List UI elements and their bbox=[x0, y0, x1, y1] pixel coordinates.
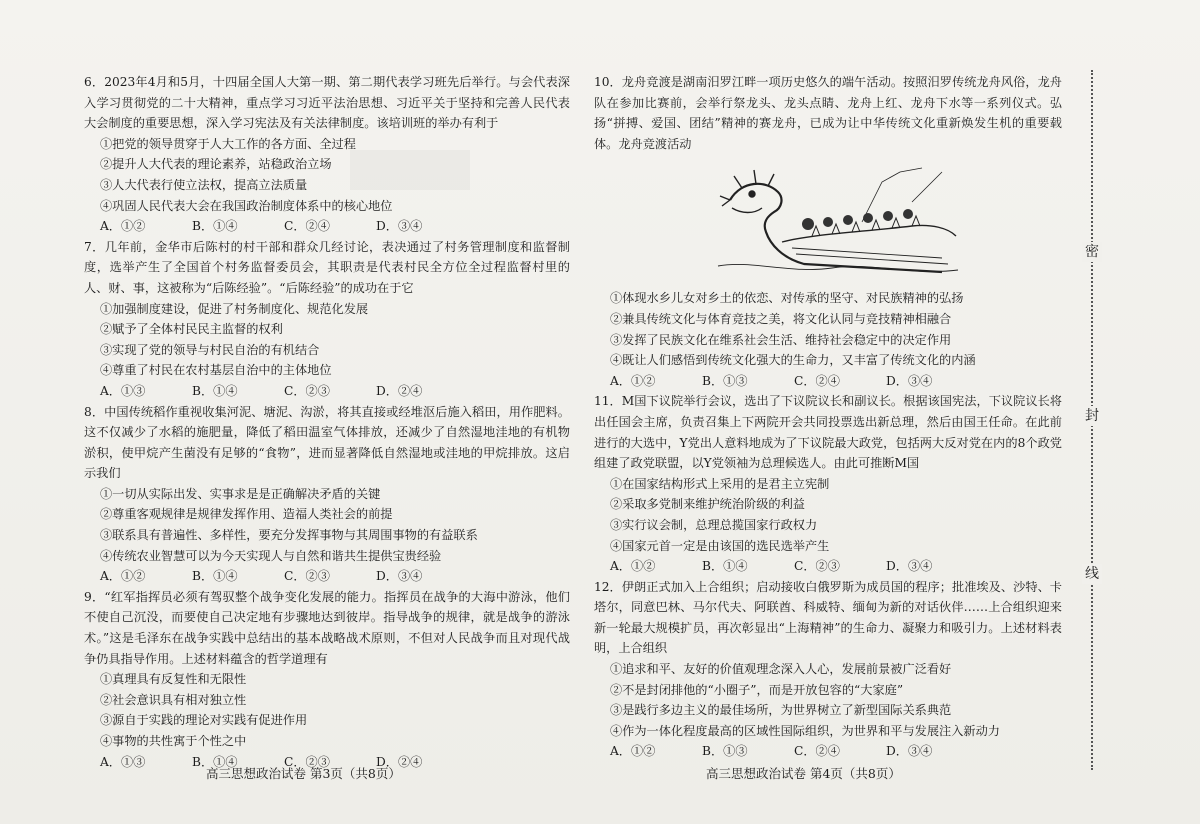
q12-choice-d: D．③④ bbox=[886, 744, 933, 759]
q9-choice-c: C．②③ bbox=[284, 754, 330, 769]
q8-option-2: ②尊重客观规律是规律发挥作用、造福人类社会的前提 bbox=[100, 507, 393, 522]
q11-choice-b: B．①④ bbox=[702, 559, 748, 574]
q8-choice-c: C．②③ bbox=[284, 569, 330, 584]
question-12: 12．伊朗正式加入上合组织；启动接收白俄罗斯为成员国的程序；批准埃及、沙特、卡塔尔，同意巴林、马尔代夫、阿联酋、科威特、缅甸为新的对话伙伴……上合组织迎来新一轮最大规模扩员，再次彰显出“上海精神”的生命力、凝聚力和吸引力。上述材料表明，上合组织 bbox=[594, 579, 1062, 656]
q12-option-2: ②不是封闭排他的“小圈子”，而是开放包容的“大家庭” bbox=[610, 682, 904, 697]
q12-choices bbox=[610, 741, 1062, 762]
binding-line bbox=[1072, 70, 1112, 770]
question-9: 9．“红军指挥员必须有驾驭整个战争变化发展的能力。指挥员在战争的大海中游泳，他们不使自己沉没，而要使自己决定地有步骤地达到彼岸。指导战争的规律，就是战争的游泳术。”这是毛泽东在战争实践中总结出的基本战略战术原则，不但对人民战争而且对现代战争仍具指导作用。上述材料蕴含的哲学道理有 bbox=[84, 589, 570, 666]
page-3-footer: 高三思想政治试卷 第3页（共8页） bbox=[206, 766, 401, 781]
q7-option-1: ①加强制度建设，促进了村务制度化、规范化发展 bbox=[100, 301, 369, 316]
q9-option-2: ②社会意识具有相对独立性 bbox=[100, 692, 247, 707]
page-4-footer: 高三思想政治试卷 第4页（共8页） bbox=[706, 766, 901, 781]
q12-choice-b: B．①③ bbox=[702, 744, 748, 759]
q10-choice-a: A．①② bbox=[610, 373, 656, 388]
question-11: 11．M国下议院举行会议，选出了下议院议长和副议长。根据该国宪法，下议院议长将出任国会主席，负责召集上下两院开会共同投票选出新总理，然后由国王任命。在此前进行的大选中，Y党出人意料地成为了下议院最大政党，包括两大反对党在内的8个政党组建了政党联盟，以Y党领袖为总理候选人。由此可推断M国 bbox=[594, 394, 1062, 471]
q11-option-2: ②采取多党制来维护统治阶级的利益 bbox=[610, 497, 805, 512]
q6-choice-b: B．①④ bbox=[192, 219, 238, 234]
page-4 bbox=[594, 72, 1062, 762]
q11-choices bbox=[610, 556, 1062, 577]
q10-choices bbox=[610, 371, 1062, 392]
binding-mark-xian: 线 bbox=[1082, 564, 1102, 584]
q8-choices bbox=[100, 566, 570, 587]
dragon-boat-icon bbox=[718, 168, 958, 272]
question-8: 8．中国传统稻作重视收集河泥、塘泥、沟淤，将其直接或经堆沤后施入稻田，用作肥料。这不仅减少了水稻的施肥量，降低了稻田温室气体排放，还减少了自然湿地洼地的有机物淤积，使甲烷产生菌没有足够的“食物”，进而显著降低自然湿地或洼地的甲烷排放。这启示我们 bbox=[84, 404, 570, 481]
q8-choice-d: D．③④ bbox=[376, 569, 423, 584]
q12-option-1: ①追求和平、友好的价值观理念深入人心，发展前景被广泛看好 bbox=[610, 662, 952, 677]
question-6: 6．2023年4月和5月，十四届全国人大第一期、第二期代表学习班先后举行。与会代表深入学习贯彻党的二十大精神，重点学习习近平法治思想、习近平关于坚持和完善人民代表大会制度的重要思想，深入学习宪法及有关法律制度。该培训班的举办有利于 bbox=[84, 75, 570, 131]
q6-choice-a: A．①② bbox=[100, 219, 146, 234]
q8-choice-b: B．①④ bbox=[192, 569, 238, 584]
q12-choice-c: C．②④ bbox=[794, 744, 840, 759]
question-10: 10．龙舟竞渡是湖南汨罗江畔一项历史悠久的端午活动。按照汨罗传统龙舟风俗，龙舟队在参加比赛前，会举行祭龙头、龙头点睛、龙舟上红、龙舟下水等一系列仪式。弘扬“拼搏、爱国、团结”精神的赛龙舟，已成为让中华传统文化重新焕发生机的重要载体。龙舟竞渡活动 bbox=[594, 75, 1062, 151]
q11-choice-d: D．③④ bbox=[886, 559, 933, 574]
binding-mark-mi: 密 bbox=[1082, 242, 1102, 262]
q7-choice-a: A．①③ bbox=[100, 383, 146, 398]
q9-choice-a: A．①③ bbox=[100, 754, 146, 769]
q11-option-1: ①在国家结构形式上采用的是君主立宪制 bbox=[610, 476, 830, 491]
q9-choice-b: B．①④ bbox=[192, 754, 238, 769]
q10-option-1: ①体现水乡儿女对乡土的依恋、对传承的坚守、对民族精神的弘扬 bbox=[610, 291, 964, 306]
q11-option-3: ③实行议会制，总理总揽国家行政权力 bbox=[610, 517, 818, 532]
q10-option-4: ④既让人们感悟到传统文化强大的生命力，又丰富了传统文化的内涵 bbox=[610, 353, 976, 368]
q6-option-3: ③人大代表行使立法权，提高立法质量 bbox=[100, 177, 308, 192]
q10-option-3: ③发挥了民族文化在维系社会生活、维持社会稳定中的决定作用 bbox=[610, 332, 952, 347]
q8-option-1: ①一切从实际出发、实事求是是正确解决矛盾的关键 bbox=[100, 486, 381, 501]
q6-option-4: ④巩固人民代表大会在我国政治制度体系中的核心地位 bbox=[100, 198, 393, 213]
q7-option-2: ②赋予了全体村民民主监督的权利 bbox=[100, 322, 283, 337]
q6-choice-d: D．③④ bbox=[376, 219, 423, 234]
q9-choice-d: D．②④ bbox=[376, 754, 423, 769]
q7-choice-c: C．②③ bbox=[284, 383, 330, 398]
q9-option-4: ④事物的共性寓于个性之中 bbox=[100, 734, 247, 748]
q7-option-3: ③实现了党的领导与村民自治的有机结合 bbox=[100, 342, 320, 357]
q6-choice-c: C．②④ bbox=[284, 219, 330, 234]
q6-option-1: ①把党的领导贯穿于人大工作的各方面、全过程 bbox=[100, 136, 356, 151]
q12-option-4: ④作为一体化程度最高的区域性国际组织，为世界和平与发展注入新动力 bbox=[610, 723, 1000, 738]
dragon-boat-illustration bbox=[712, 162, 962, 280]
q8-option-3: ③联系具有普遍性、多样性，要充分发挥事物与其周围事物的有益联系 bbox=[100, 528, 478, 543]
binding-mark-feng: 封 bbox=[1082, 406, 1102, 426]
question-7: 7．几年前，金华市后陈村的村干部和群众几经讨论，表决通过了村务管理制度和监督制度，选举产生了全国首个村务监督委员会，其职责是代表村民全方位全过程监督村里的人、财、事，这被称为“后陈经验”。“后陈经验”的成功在于它 bbox=[84, 239, 570, 295]
page-3 bbox=[84, 72, 570, 772]
q10-choice-d: D．③④ bbox=[886, 373, 933, 388]
q11-choice-c: C．②③ bbox=[794, 559, 840, 574]
q8-option-4: ④传统农业智慧可以为今天实现人与自然和谐共生提供宝贵经验 bbox=[100, 548, 442, 563]
q6-choices bbox=[100, 216, 570, 237]
q11-option-4: ④国家元首一定是由该国的选民选举产生 bbox=[610, 538, 830, 553]
q10-choice-b: B．①③ bbox=[702, 373, 748, 388]
q9-option-1: ①真理具有反复性和无限性 bbox=[100, 672, 247, 687]
q10-option-2: ②兼具传统文化与体育竞技之美，将文化认同与竞技精神相融合 bbox=[610, 311, 952, 326]
q7-choices bbox=[100, 381, 570, 402]
q10-choice-c: C．②④ bbox=[794, 373, 840, 388]
q12-choice-a: A．①② bbox=[610, 744, 656, 759]
q7-choice-d: D．②④ bbox=[376, 383, 423, 398]
q11-choice-a: A．①② bbox=[610, 559, 656, 574]
q12-option-3: ③是践行多边主义的最佳场所，为世界树立了新型国际关系典范 bbox=[610, 703, 952, 718]
q9-option-3: ③源自于实践的理论对实践有促进作用 bbox=[100, 713, 308, 728]
q8-choice-a: A．①② bbox=[100, 569, 146, 584]
q6-option-2: ②提升人大代表的理论素养，站稳政治立场 bbox=[100, 157, 332, 172]
q7-choice-b: B．①④ bbox=[192, 383, 238, 398]
q7-option-4: ④尊重了村民在农村基层自治中的主体地位 bbox=[100, 363, 332, 378]
